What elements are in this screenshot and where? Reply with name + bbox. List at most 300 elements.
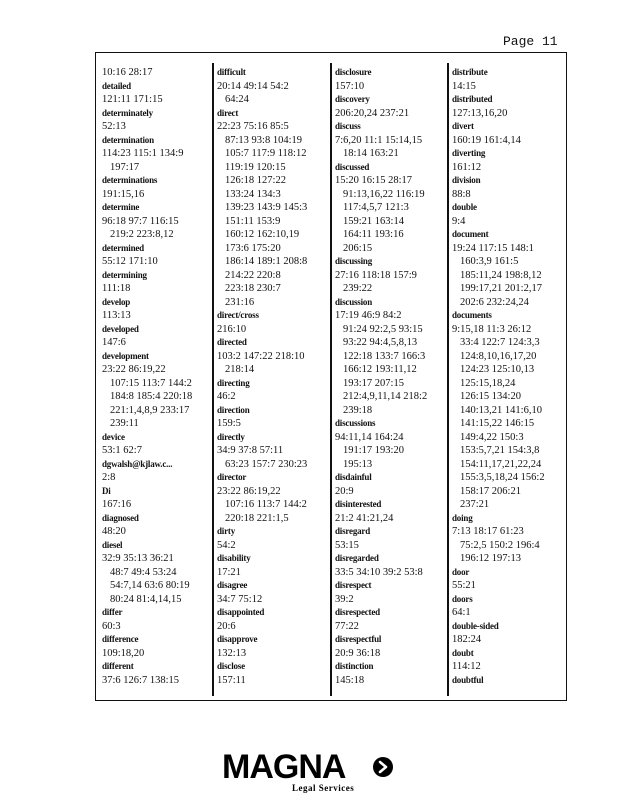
index-refs: [102, 525, 214, 539]
ref-line: 53:1 62:7: [102, 445, 142, 456]
index-entry: [217, 633, 329, 660]
index-entry: [217, 336, 329, 377]
ref-line: 114:23 115:1 134:9: [102, 148, 184, 159]
ref-line: 107:15 113:7 144:2: [110, 377, 192, 389]
index-entry: [217, 579, 329, 606]
index-refs: [102, 309, 214, 323]
index-term: doors: [452, 593, 473, 604]
ref-line: 14:15: [452, 80, 476, 92]
ref-line: 132:13: [217, 647, 247, 659]
index-entry: [217, 552, 329, 579]
index-term: discovery: [335, 94, 370, 104]
index-term: detailed: [102, 80, 131, 91]
index-entry: [102, 134, 214, 175]
index-refs: [335, 512, 447, 526]
index-entry: [102, 633, 214, 660]
ref-line: 206:20,24 237:21: [335, 107, 410, 119]
index-entry: [452, 201, 564, 228]
ref-line: 34:9 37:8 57:11: [217, 445, 284, 456]
index-refs: [335, 674, 447, 688]
index-entry: [102, 458, 214, 485]
index-refs: [452, 242, 564, 310]
ref-line: 18:14 163:21: [343, 148, 399, 159]
ref-line: 223:18 230:7: [225, 283, 281, 294]
ref-line: 64:1: [452, 607, 471, 618]
index-entry: [217, 107, 329, 310]
index-refs: [452, 188, 564, 202]
ref-line: 231:16: [225, 296, 255, 308]
ref-line: 52:13: [102, 121, 126, 132]
index-column-3: [335, 66, 447, 687]
ref-line: 64:24: [225, 94, 249, 105]
ref-line: 105:7 117:9 118:12: [225, 148, 307, 159]
ref-line: 114:12: [452, 661, 481, 672]
ref-line: 19:24 117:15 148:1: [452, 242, 534, 254]
ref-line: 140:13,21 141:6,10: [460, 404, 542, 416]
index-refs: [217, 390, 329, 404]
index-refs: [102, 120, 214, 134]
ref-line: 122:18 133:7 166:3: [343, 350, 426, 362]
index-entry: [335, 296, 447, 418]
index-entry: [217, 525, 329, 552]
index-refs: [335, 80, 447, 94]
ref-line: 160:19 161:4,14: [452, 134, 521, 146]
column-divider: [447, 63, 449, 696]
index-refs: [335, 593, 447, 607]
ref-line: 145:18: [335, 674, 365, 686]
index-term: difficult: [217, 67, 246, 77]
ref-line: 20:9: [335, 485, 354, 497]
ref-line: 237:21: [460, 499, 490, 510]
index-term: device: [102, 431, 125, 442]
ref-line: 199:17,21 201:2,17: [460, 283, 542, 294]
index-term: disapprove: [217, 634, 258, 644]
index-term: doubtful: [452, 674, 484, 685]
ref-line: 185:11,24 198:8,12: [460, 269, 542, 281]
ref-line: 159:21 163:14: [343, 215, 404, 227]
index-term: dirty: [217, 526, 235, 536]
index-term: door: [452, 566, 470, 577]
index-refs: [102, 674, 214, 688]
index-entry: [102, 174, 214, 201]
ref-line: 221:1,4,8,9 233:17: [110, 404, 190, 416]
ref-line: 54:7,14 63:6 80:19: [110, 580, 190, 591]
index-entry: [335, 471, 447, 498]
ref-line: 15:20 16:15 28:17: [335, 175, 413, 186]
ref-line: 147:6: [102, 337, 126, 348]
index-entry: [452, 309, 564, 512]
index-entry: [335, 660, 447, 687]
ref-line: 127:13,16,20: [452, 107, 508, 119]
index-entry: [102, 269, 214, 296]
index-refs: [335, 309, 447, 417]
ref-line: 9:4: [452, 215, 466, 227]
index-refs: [217, 80, 329, 107]
ref-line: 21:2 41:21,24: [335, 512, 394, 524]
index-column-1: [102, 66, 214, 687]
ref-line: 124:8,10,16,17,20: [460, 350, 537, 362]
ref-line: 220:18 221:1,5: [225, 512, 289, 524]
index-entry: [335, 552, 447, 579]
ref-line: 202:6 232:24,24: [460, 296, 529, 308]
index-entry: [452, 66, 564, 93]
ref-line: 17:19 46:9 84:2: [335, 310, 402, 321]
index-term: distinction: [335, 661, 374, 671]
index-entry: [217, 309, 329, 336]
ref-line: 20:6: [217, 620, 236, 632]
ref-line: 239:22: [343, 283, 373, 294]
index-entry: [452, 147, 564, 174]
index-term: doubt: [452, 647, 474, 658]
index-entry: [217, 377, 329, 404]
ref-line: 164:11 193:16: [343, 229, 404, 240]
index-refs: [102, 620, 214, 634]
ref-line: 167:16: [102, 499, 132, 510]
ref-line: 111:18: [102, 283, 131, 294]
ref-line: 23:22 86:19,22: [217, 485, 281, 497]
index-refs: [102, 282, 214, 296]
index-entry: [102, 201, 214, 242]
index-term: direction: [217, 404, 250, 415]
index-refs: [335, 269, 447, 296]
ref-line: 20:14 49:14 54:2: [217, 80, 289, 92]
index-term: discussed: [335, 161, 370, 172]
column-divider: [330, 63, 332, 696]
index-entry: [452, 566, 564, 593]
index-entry: [102, 431, 214, 458]
ref-line: 191:15,16: [102, 188, 145, 200]
index-term: discuss: [335, 121, 361, 131]
index-entry: [335, 498, 447, 525]
ref-line: 88:8: [452, 188, 471, 200]
ref-line: 239:11: [110, 418, 139, 429]
ref-line: 87:13 93:8 104:19: [225, 134, 303, 146]
index-refs: [102, 255, 214, 269]
index-term: distribute: [452, 67, 488, 77]
index-term: determining: [102, 269, 147, 280]
index-refs: [102, 471, 214, 485]
ref-line: 7:6,20 11:1 15:14,15: [335, 134, 423, 146]
index-term: directly: [217, 431, 245, 442]
index-term: discussions: [335, 418, 376, 428]
index-term: determinately: [102, 107, 153, 118]
ref-line: 96:18 97:7 116:15: [102, 215, 179, 227]
ref-line: 9:15,18 11:3 26:12: [452, 323, 532, 335]
ref-line: 173:6 175:20: [225, 242, 281, 254]
index-entry: [452, 174, 564, 201]
ref-line: 17:21: [217, 566, 241, 578]
arrow-circle-icon: [372, 756, 394, 778]
ref-line: 214:22 220:8: [225, 269, 281, 281]
index-term: disdainful: [335, 472, 372, 482]
index-refs: [217, 593, 329, 607]
ref-line: 161:12: [452, 161, 482, 173]
index-term: divert: [452, 121, 474, 131]
ref-line: 94:11,14 164:24: [335, 431, 404, 443]
index-refs: [335, 174, 447, 255]
index-term: direct/cross: [217, 310, 259, 320]
ref-line: 126:15 134:20: [460, 391, 521, 402]
ref-line: 149:4,22 150:3: [460, 431, 524, 443]
ref-line: 54:2: [217, 539, 236, 551]
index-refs: [102, 188, 214, 202]
index-entry: [102, 512, 214, 539]
ref-line: 2:8: [102, 472, 116, 483]
ref-line: 23:22 86:19,22: [102, 364, 166, 375]
index-entry: [335, 633, 447, 660]
index-term: directing: [217, 377, 250, 388]
ref-line: 55:21: [452, 580, 476, 591]
index-refs: [217, 539, 329, 553]
ref-line: 158:17 206:21: [460, 485, 521, 497]
index-term: disregarded: [335, 553, 379, 563]
index-entry: [217, 431, 329, 472]
index-entry: [335, 66, 447, 93]
index-entry: [102, 485, 214, 512]
ref-line: 32:9 35:13 36:21: [102, 553, 174, 564]
index-entry: [217, 660, 329, 687]
ref-line: 20:9 36:18: [335, 647, 381, 659]
index-refs: [217, 350, 329, 377]
index-refs: [452, 215, 564, 229]
index-entry: [335, 606, 447, 633]
ref-line: 10:16 28:17: [102, 67, 153, 78]
ref-line: 37:6 126:7 138:15: [102, 674, 180, 686]
index-refs: [217, 674, 329, 688]
index-refs: [217, 323, 329, 337]
index-term: director: [217, 472, 247, 482]
index-refs: [452, 107, 564, 121]
index-refs: [335, 431, 447, 472]
ref-line: 33:4 122:7 124:3,3: [460, 337, 540, 348]
index-entry: [335, 93, 447, 120]
index-refs: [217, 620, 329, 634]
ref-line: 239:18: [343, 404, 373, 416]
ref-line: 27:16 118:18 157:9: [335, 269, 417, 281]
index-term: determine: [102, 202, 140, 212]
index-entry: [335, 120, 447, 161]
ref-line: 166:12 193:11,12: [343, 364, 417, 375]
index-refs: [452, 525, 564, 566]
index-refs: [335, 647, 447, 661]
ref-line: 124:23 125:10,13: [460, 364, 535, 375]
index-term: doing: [452, 512, 473, 523]
ref-line: 216:10: [217, 323, 247, 335]
ref-line: 33:5 34:10 39:2 53:8: [335, 566, 423, 578]
index-refs: [102, 363, 214, 431]
ref-line: 182:24: [452, 634, 482, 645]
index-entry: [452, 93, 564, 120]
ref-line: 93:22 94:4,5,8,13: [343, 337, 418, 348]
index-term: disclose: [217, 661, 245, 671]
index-term: diesel: [102, 539, 123, 550]
index-refs: [102, 93, 214, 107]
index-entry: [452, 647, 564, 674]
index-entry: [102, 242, 214, 269]
index-term: discussing: [335, 256, 373, 266]
index-refs: [452, 161, 564, 175]
index-column-2: [217, 66, 329, 687]
index-refs: [217, 647, 329, 661]
ref-line: 75:2,5 150:2 196:4: [460, 539, 540, 551]
index-term: dgwalsh@kjlaw.c...: [102, 458, 173, 469]
ref-line: 46:2: [217, 391, 236, 402]
ref-line: 39:2: [335, 593, 354, 605]
index-term: disappointed: [217, 607, 265, 617]
index-entry: [217, 404, 329, 431]
index-refs: [452, 606, 564, 620]
index-refs: [335, 620, 447, 634]
index-refs: [217, 566, 329, 580]
index-entry: [102, 296, 214, 323]
index-term: determinations: [102, 175, 158, 185]
ref-line: 133:24 134:3: [225, 188, 281, 200]
ref-line: 125:15,18,24: [460, 377, 516, 389]
index-entry: [217, 606, 329, 633]
index-term: different: [102, 661, 134, 671]
index-term: documents: [452, 310, 492, 320]
logo-subtitle: Legal Services: [292, 783, 355, 793]
ref-line: 184:8 185:4 220:18: [110, 391, 193, 402]
index-column-4: [452, 66, 564, 687]
index-entry: [452, 120, 564, 147]
index-refs: [217, 120, 329, 309]
index-term: document: [452, 229, 489, 239]
index-refs: [102, 647, 214, 661]
index-term: disrespectful: [335, 634, 382, 644]
ref-line: 155:3,5,18,24 156:2: [460, 472, 545, 483]
ref-line: 153:5,7,21 154:3,8: [460, 445, 540, 456]
ref-line: 63:23 157:7 230:23: [225, 458, 308, 470]
ref-line: 212:4,9,11,14 218:2: [343, 391, 428, 402]
ref-line: 60:3: [102, 620, 121, 632]
index-term: determination: [102, 134, 154, 145]
index-term: disregard: [335, 526, 371, 536]
ref-line: 55:12 171:10: [102, 256, 158, 267]
ref-line: 218:14: [225, 364, 255, 375]
ref-line: 206:15: [343, 242, 373, 254]
ref-line: 197:17: [110, 161, 140, 173]
ref-line: 160:3,9 161:5: [460, 256, 519, 267]
index-entry: [102, 660, 214, 687]
ref-line: 34:7 75:12: [217, 593, 263, 605]
index-term: disrespect: [335, 580, 372, 590]
index-entry: [217, 66, 329, 107]
ref-line: 22:23 75:16 85:5: [217, 121, 289, 132]
index-entry: [452, 512, 564, 566]
ref-line: 160:12 162:10,19: [225, 229, 300, 240]
index-refs: [452, 134, 564, 148]
index-entry: [102, 350, 214, 431]
index-refs: [335, 566, 447, 580]
ref-line: 141:15,22 146:15: [460, 418, 535, 429]
index-entry: [452, 620, 564, 647]
index-term: develop: [102, 296, 131, 307]
index-entry: [335, 417, 447, 471]
ref-line: 91:13,16,22 116:19: [343, 188, 425, 200]
index-refs: [102, 552, 214, 606]
ref-line: 121:11 171:15: [102, 94, 163, 105]
index-refs: [102, 66, 214, 80]
ref-line: 48:7 49:4 53:24: [110, 566, 177, 578]
index-term: diverting: [452, 148, 486, 158]
index-entry: [452, 228, 564, 309]
index-refs: [102, 215, 214, 242]
index-entry: [335, 255, 447, 296]
index-term: division: [452, 175, 481, 185]
ref-line: 103:2 147:22 218:10: [217, 350, 305, 362]
index-entry: [335, 579, 447, 606]
index-refs: [102, 147, 214, 174]
index-entry: [102, 323, 214, 350]
index-refs: [335, 134, 447, 161]
index-refs: [217, 485, 329, 526]
ref-line: 186:14 189:1 208:8: [225, 256, 308, 267]
index-refs: [102, 498, 214, 512]
index-refs: [452, 660, 564, 674]
index-term: disinterested: [335, 499, 382, 509]
ref-line: 7:13 18:17 61:23: [452, 526, 524, 537]
index-refs: [335, 485, 447, 499]
index-entry: [102, 606, 214, 633]
ref-line: 109:18,20: [102, 647, 145, 659]
index-term: disability: [217, 553, 251, 563]
index-term: differ: [102, 607, 123, 617]
ref-line: 80:24 81:4,14,15: [110, 593, 182, 605]
index-term: disrespected: [335, 607, 380, 617]
index-entry: [102, 539, 214, 607]
ref-line: 119:19 120:15: [225, 161, 286, 173]
index-term: direct: [217, 107, 239, 118]
index-term: disagree: [217, 580, 248, 590]
index-refs: [335, 539, 447, 553]
ref-line: 195:13: [343, 458, 373, 470]
ref-line: 151:11 153:9: [225, 215, 281, 227]
index-entry: [335, 525, 447, 552]
ref-line: 154:11,17,21,22,24: [460, 458, 542, 470]
ref-line: 48:20: [102, 526, 126, 537]
ref-line: 219:2 223:8,12: [110, 229, 174, 240]
index-refs: [217, 444, 329, 471]
index-term: diagnosed: [102, 512, 139, 523]
index-term: discussion: [335, 296, 373, 307]
ref-line: 53:15: [335, 539, 359, 551]
ref-line: 77:22: [335, 620, 359, 632]
index-term: disclosure: [335, 67, 372, 77]
ref-line: 126:18 127:22: [225, 175, 286, 186]
ref-line: 157:11: [217, 674, 246, 686]
logo-wordmark: MAGNA: [222, 748, 346, 786]
ref-line: 113:13: [102, 310, 131, 321]
ref-line: 193:17 207:15: [343, 377, 404, 389]
index-term: Di: [102, 485, 111, 496]
ref-line: 107:16 113:7 144:2: [225, 499, 307, 510]
ref-line: 159:5: [217, 418, 241, 429]
index-term: double-sided: [452, 620, 499, 631]
index-term: determined: [102, 242, 144, 253]
ref-line: 91:24 92:2,5 93:15: [343, 323, 423, 335]
index-entry: [102, 107, 214, 134]
index-term: distributed: [452, 94, 493, 104]
ref-line: 196:12 197:13: [460, 553, 521, 564]
magna-logo: [222, 750, 397, 794]
index-entry: [217, 471, 329, 525]
index-refs: [452, 579, 564, 593]
index-refs: [102, 336, 214, 350]
index-refs: [452, 80, 564, 94]
index-term: double: [452, 202, 477, 212]
ref-line: 139:23 143:9 145:3: [225, 202, 308, 213]
